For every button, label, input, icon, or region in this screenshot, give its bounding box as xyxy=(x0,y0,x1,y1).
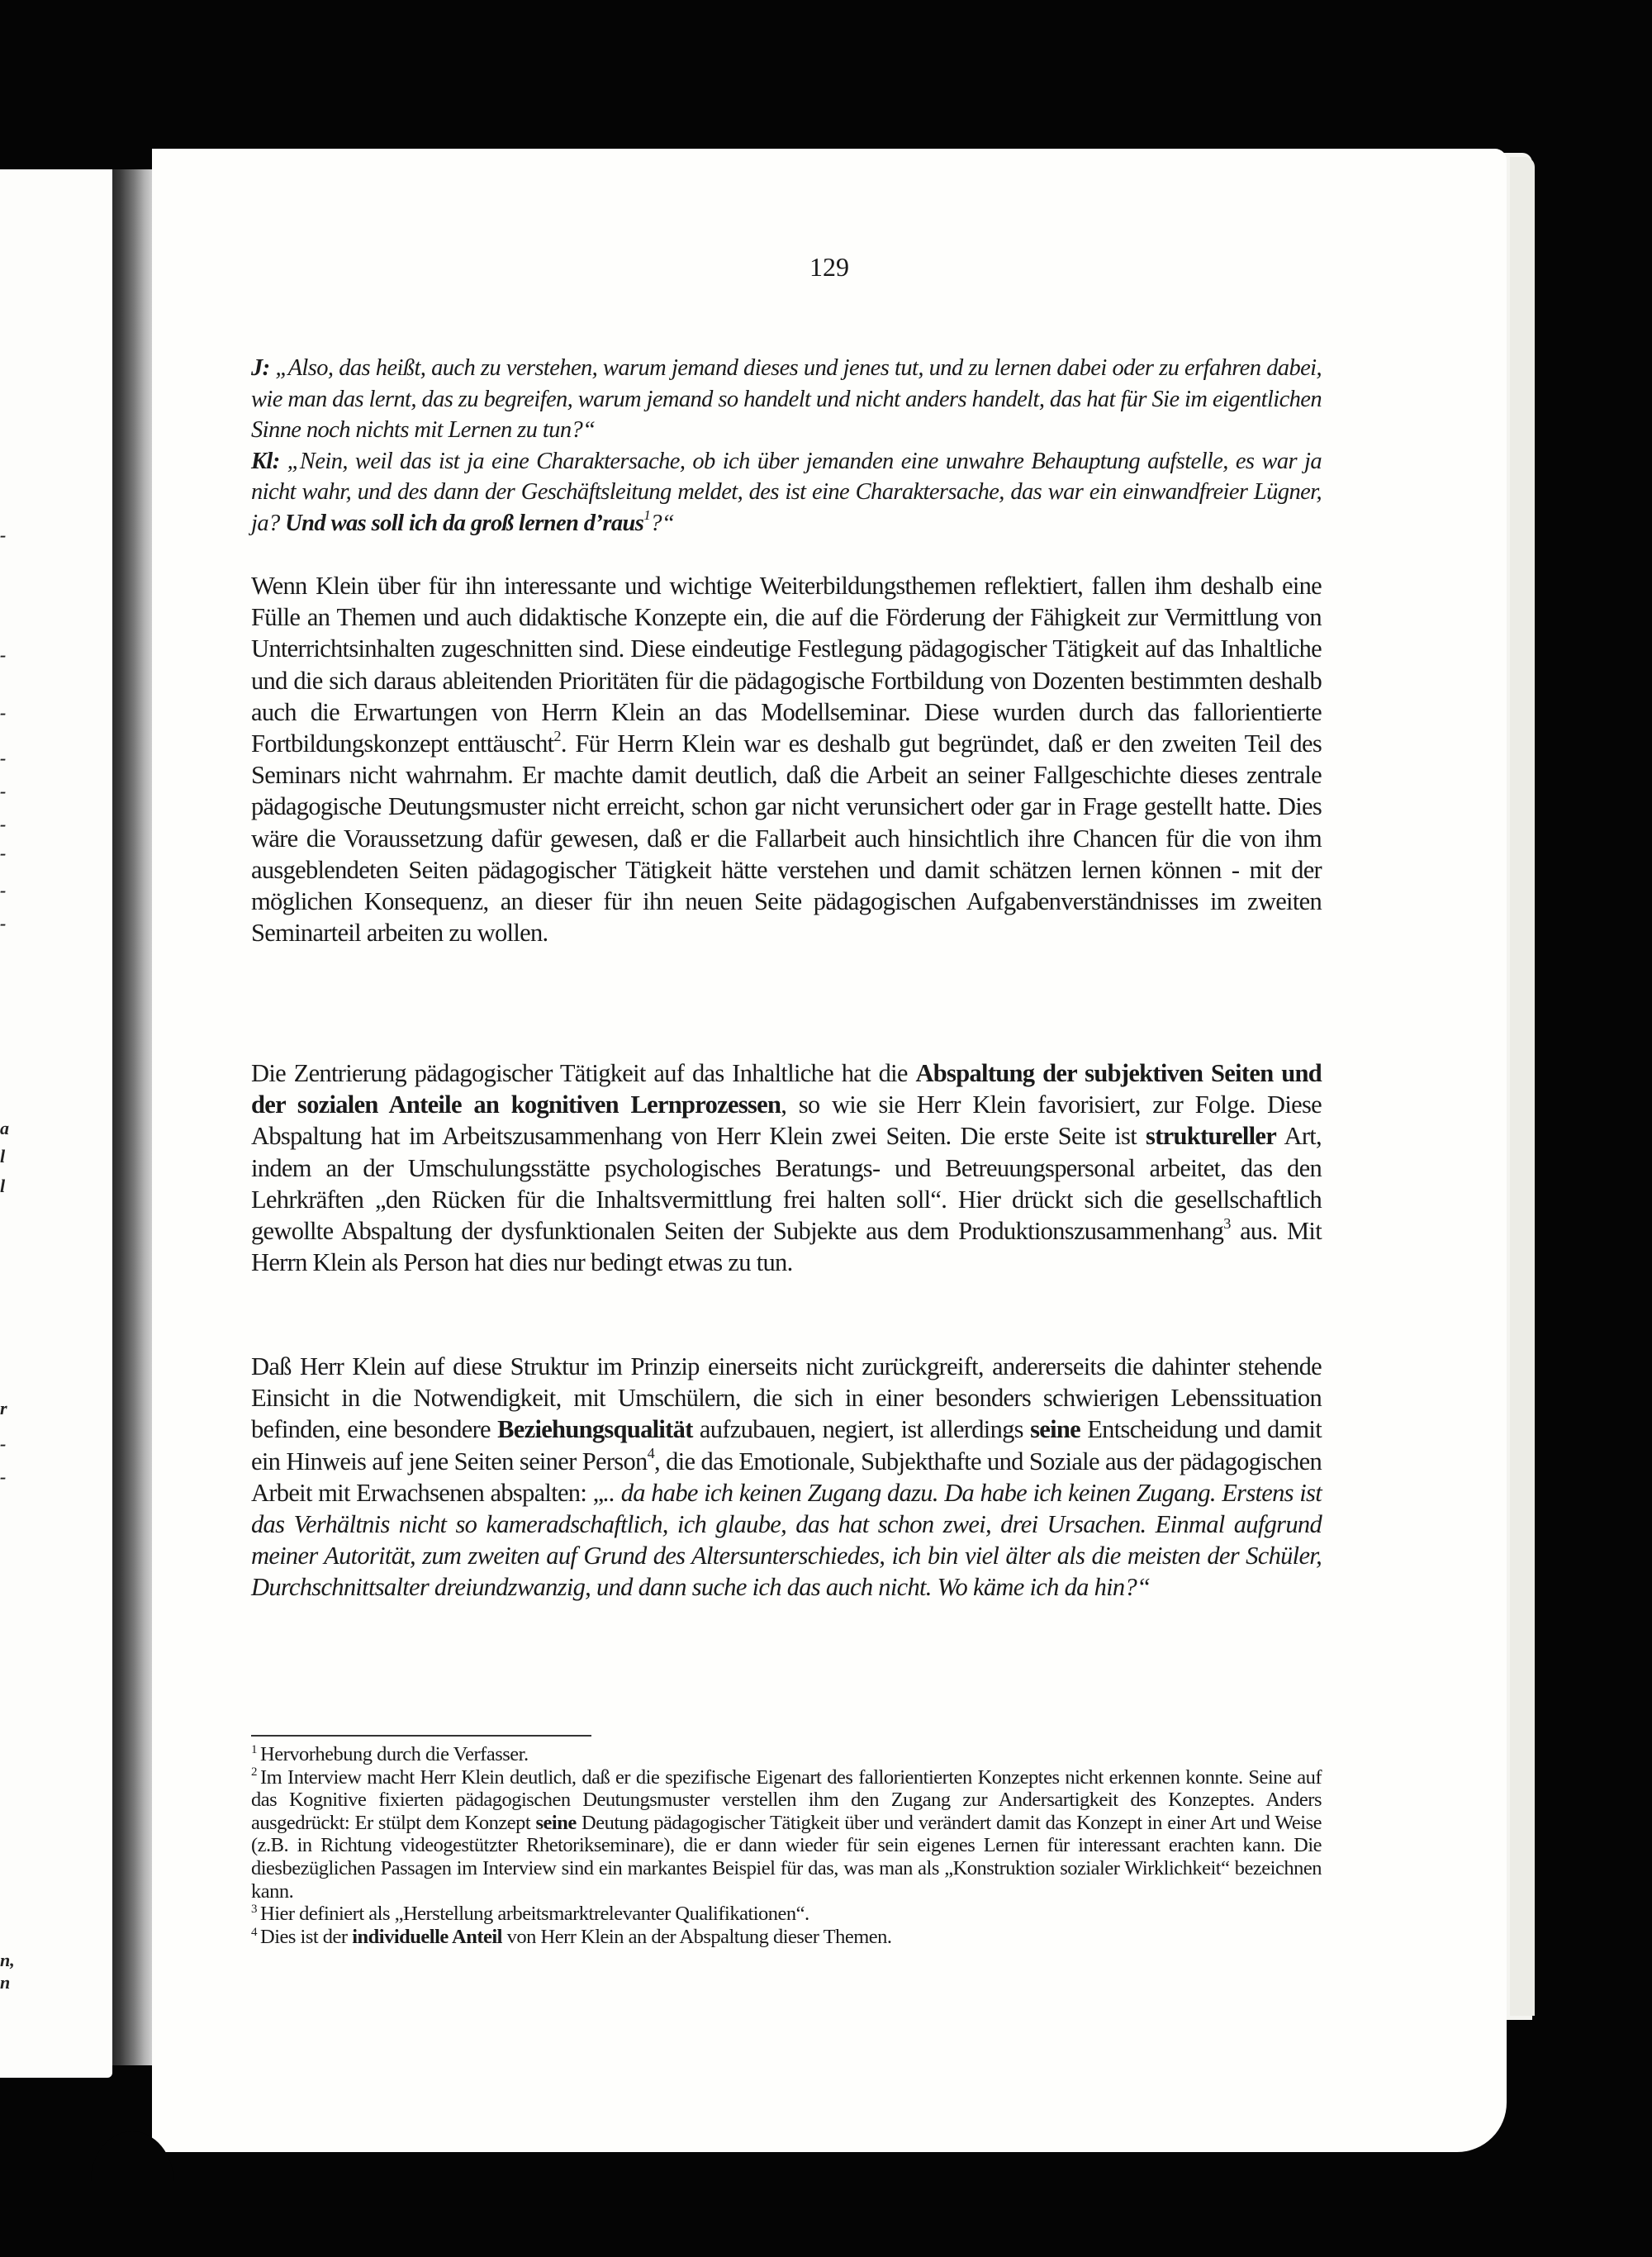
paragraph-text: Daß Herr Klein auf diese Struktur im Prinzip einerseits nicht zurückgreift, andererseits die dahinter stehende Einsicht in die Notwendigkeit, mit Umschülern, die sich in einer besonders schwierigen Lebenssituation befinden, eine besondere xyxy=(251,1352,1322,1444)
footnote-mark: 2 xyxy=(251,1765,257,1779)
fragment: r xyxy=(0,1398,7,1418)
footnote-separator xyxy=(251,1735,591,1737)
footnotes xyxy=(251,1743,1322,1948)
footnote-2 xyxy=(251,1766,1322,1903)
footnote-text: Im Interview macht Herr Klein deutlich, daß er die spezifische Eigenart des fallorientierten Konzeptes nicht erkennen konnte. Seine auf das Kognitive fixierten pädagogischen Deutungsmuster verstellen ihm den Zugang zur Andersartigkeit des Konzeptes. Anders ausgedrückt: Er stülpt dem Konzept xyxy=(251,1765,1322,1834)
fragment: - xyxy=(0,1433,7,1454)
book-page xyxy=(152,149,1507,2152)
footnote-text: Deutung pädagogischer Tätigkeit über und verändert damit das Konzept in einer Art und Weise (z.B. in Richtung videogestützter Rhetorikseminare), die er dann wieder für sein eigenes Lernen für interessant erachten kann. Die diesbezüglichen Passagen im Interview sind ein markantes Beispiel für das, was man als „Konstruktion sozialer Wirklichkeit“ bezeichnen kann. xyxy=(251,1811,1322,1903)
paragraph-text: Wenn Klein über für ihn interessante und wichtige Weiterbildungsthemen reflektiert, fallen ihm deshalb eine Fülle an Themen und auch didaktische Konzepte ein, die auf die Förderung der Fähigkeit zur Vermittlung von Unterrichtsinhalten zugeschnitten sind. Diese eindeutige Festlegung pädagogischer Tätigkeit auf das Inhaltliche und die sich daraus ableitenden Prioritäten für die pädagogische Fortbildung von Dozenten bestimmten deshalb auch die Erwartungen von Herrn Klein an das Modellseminar. Diese wurden durch das fallorientierte Fortbildungskonzept enttäuscht xyxy=(251,572,1322,758)
paragraph-text: Die Zentrierung pädagogischer Tätigkeit auf das Inhaltliche hat die xyxy=(251,1059,916,1087)
footnote-mark: 4 xyxy=(251,1925,257,1939)
interview-turn-kl xyxy=(251,446,1322,539)
fragment: - xyxy=(0,702,7,723)
emphasized-text: Abspaltung der subjektiven Seiten und der sozialen Anteile an kognitiven Lernprozessen xyxy=(251,1059,1322,1119)
facing-page-text-fragments xyxy=(0,169,17,2078)
paragraph-text: , die das Emotionale, Subjekthafte und Soziale aus der pädagogischen Arbeit mit Erwachsenen abspalten: „ xyxy=(251,1447,1322,1507)
interview-text: „Nein, weil das ist ja eine Charaktersache, ob ich über jemanden eine unwahre Behauptung aufstelle, es war ja nicht wahr, und des dann der Geschäftsleitung meldet, des ist eine Charaktersache, das war ein einwandfreier Lügner, ja? xyxy=(251,448,1322,536)
emphasized-text: seine xyxy=(535,1811,577,1834)
interview-text: „Also, das heißt, auch zu verstehen, warum jemand dieses und jenes tut, und zu lernen dabei oder zu erfahren dabei, wie man das lernt, das zu begreifen, warum jemand so handelt und nicht anders handelt, das hat für Sie im eigentlichen Sinne noch nichts mit Lernen zu tun?“ xyxy=(251,355,1322,443)
paragraph-text: aufzubauen, negiert, ist allerdings xyxy=(692,1415,1031,1444)
emphasized-text: individuelle Anteil xyxy=(352,1925,502,1948)
footnote-mark: 3 xyxy=(251,1903,257,1916)
paragraph-text: . Für Herrn Klein war es deshalb gut begründet, daß er den zweiten Teil des Seminars nicht wahrnahm. Er machte damit deutlich, daß die Arbeit an seiner Fallgeschichte dieses zentrale pädagogische Deutungsmuster nicht erreicht, schon gar nicht verunsichert oder gar in Frage gestellt hatte. Dies wäre die Voraussetzung dafür gewesen, daß er die Fallarbeit auch hinsichtlich ihre Chancen für die von ihm ausgeblendeten Seiten pädagogischer Tätigkeit hätte verstehen und damit schätzen lernen können - mit der möglichen Konsequenz, an dieser für ihn neuen Seite pädagogischen Aufgabenverständnisses im zweiten Seminarteil arbeiten zu wollen. xyxy=(251,729,1322,948)
footnote-text: von Herr Klein an der Abspaltung dieser Themen. xyxy=(502,1925,892,1948)
fragment: - xyxy=(0,748,7,768)
footnote-ref: 3 xyxy=(1223,1214,1231,1232)
fragment: - xyxy=(0,1466,7,1487)
footnote-mark: 1 xyxy=(251,1742,257,1756)
speaker-label: Kl: xyxy=(251,448,280,474)
emphasized-text: struktureller xyxy=(1146,1122,1277,1151)
paragraph-text: aus. Mit Herrn Klein als Person hat dies nur bedingt etwas zu tun. xyxy=(251,1217,1322,1277)
footnote-4 xyxy=(251,1926,1322,1949)
book-gutter-shadow xyxy=(112,169,152,2065)
fragment: - xyxy=(0,843,7,863)
emphasized-text: seine xyxy=(1030,1415,1080,1444)
fragment: - xyxy=(0,814,7,834)
page-number: 129 xyxy=(809,252,849,282)
interview-excerpt xyxy=(251,353,1322,539)
footnote-1 xyxy=(251,1743,1322,1766)
emphasized-text: Und was soll ich da groß lernen d’raus xyxy=(285,510,644,536)
page-stack-edge xyxy=(1510,157,1535,2016)
footnote-text: Hervorhebung durch die Verfasser. xyxy=(260,1743,529,1765)
fragment: - xyxy=(0,781,7,801)
fragment: l xyxy=(0,1146,6,1167)
fragment: - xyxy=(0,880,7,900)
fragment: - xyxy=(0,525,7,545)
paragraph-text: , so wie sie Herr Klein favorisiert, zur Folge. Diese Abspaltung hat im Arbeitszusammenhang von Herr Klein zwei Seiten. Die erste Seite ist xyxy=(251,1090,1322,1151)
footnote-3 xyxy=(251,1903,1322,1926)
footnote-ref: 1 xyxy=(643,507,651,523)
paragraph-3 xyxy=(251,1351,1322,1604)
emphasized-text: Beziehungsqualität xyxy=(497,1415,693,1444)
fragment: l xyxy=(0,1176,6,1196)
fragment: n xyxy=(0,1972,11,1993)
speaker-label: J: xyxy=(251,355,270,381)
interview-turn-j xyxy=(251,353,1322,446)
footnote-text: Dies ist der xyxy=(260,1925,353,1948)
quoted-interview-text: .. da habe ich keinen Zugang dazu. Da habe ich keinen Zugang. Erstens ist das Verhältnis nicht so kameradschaftlich, ich glaube, das hat schon zwei, drei Ursachen. Einmal aufgrund meiner Autorität, zum zweiten auf Grund des Altersunterschiedes, ich bin viel älter als die meisten der Schüler, Durchschnittsalter dreiundzwanzig, und dann suche ich das auch nicht. Wo käme ich da hin?“ xyxy=(251,1478,1322,1602)
fragment: a xyxy=(0,1118,9,1138)
paragraph-text: Entscheidung und damit ein Hinweis auf jene Seiten seiner Person xyxy=(251,1415,1322,1475)
footnote-ref: 4 xyxy=(647,1445,655,1462)
footnote-text: Hier definiert als „Herstellung arbeitsmarktrelevanter Qualifikationen“. xyxy=(260,1903,809,1926)
fragment: n, xyxy=(0,1950,15,1970)
footnote-ref: 2 xyxy=(553,727,561,744)
paragraph-1 xyxy=(251,570,1322,948)
paragraph-text: Art, indem an der Umschulungsstätte psychologisches Beratungs- und Betreuungspersonal arbeitet, das den Lehrkräften „den Rücken für die Inhaltsvermittlung frei halten soll“. Hier drückt sich die gesellschaftlich gewollte Abspaltung der dysfunktionalen Seiten der Subjekte aus dem Produktionszusammenhang xyxy=(251,1122,1322,1246)
interview-text: ?“ xyxy=(650,510,675,536)
fragment: - xyxy=(0,913,7,934)
facing-page xyxy=(0,169,112,2078)
paragraph-2 xyxy=(251,1057,1322,1278)
fragment: - xyxy=(0,644,7,665)
